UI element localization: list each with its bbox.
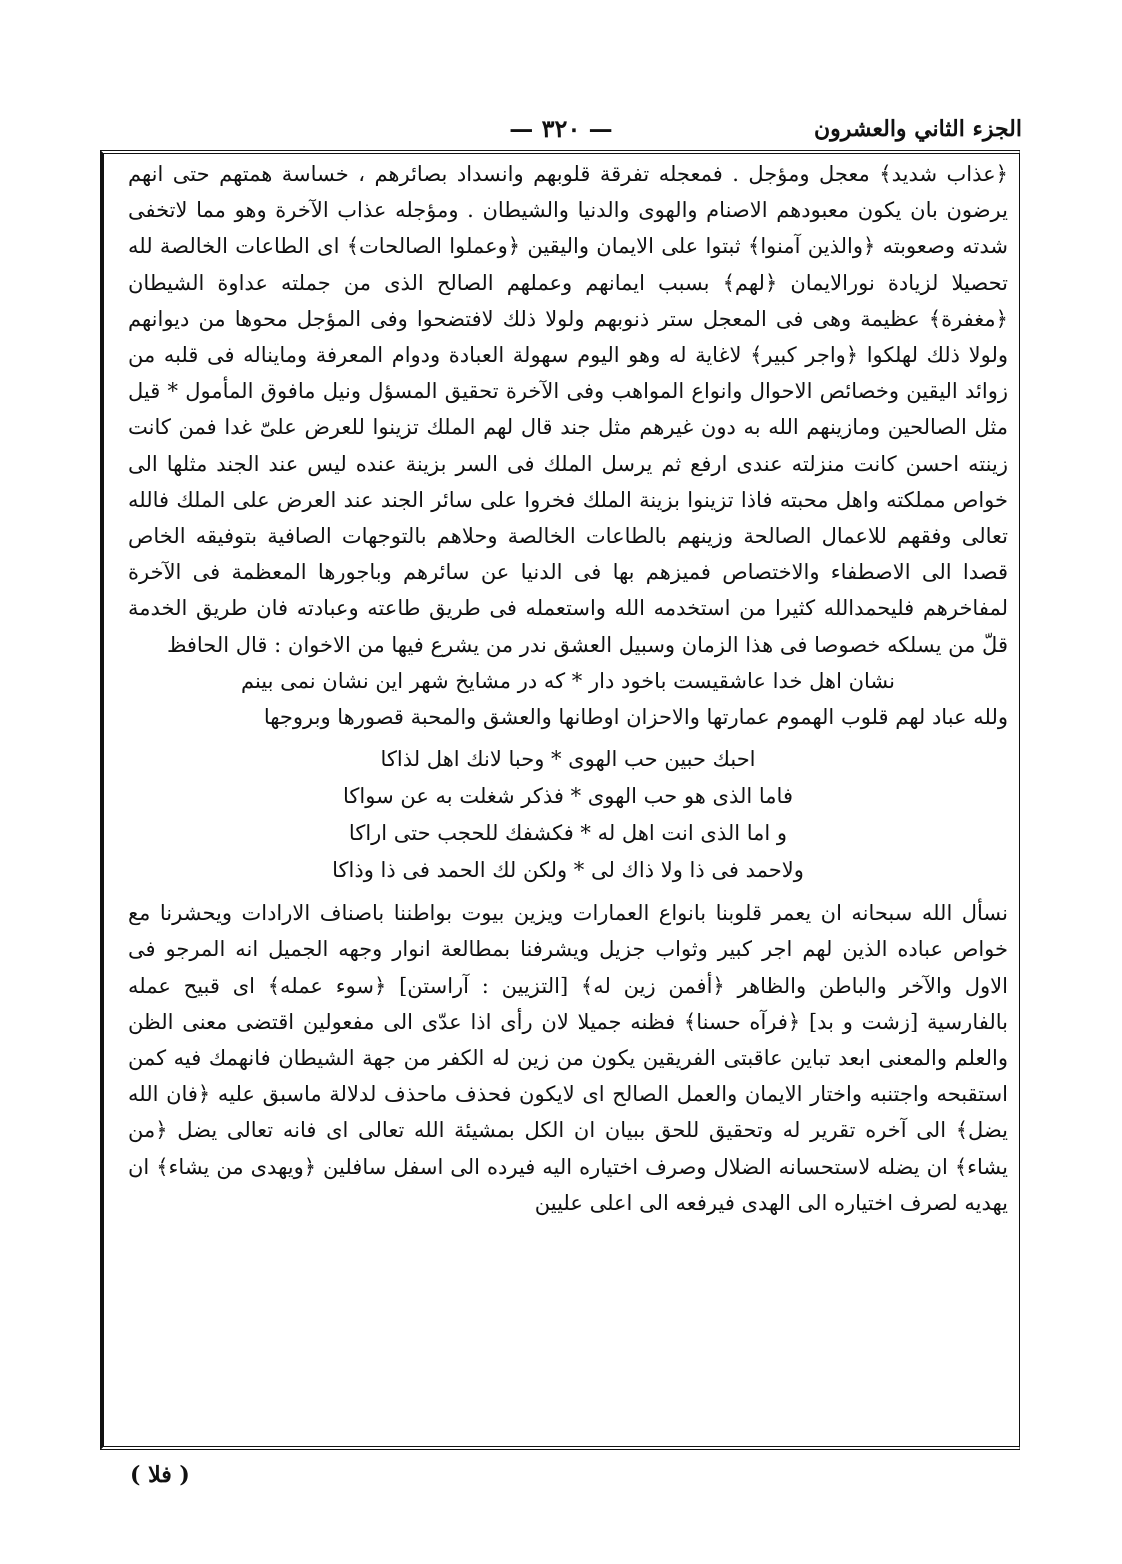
header-title: الجزء الثاني والعشرون — [813, 116, 1022, 142]
poem-line: و اما الذى انت اهل له * فكشفك للحجب حتى اراكا — [348, 821, 788, 846]
signature-mark: ( فلا ) — [130, 1462, 190, 1488]
persian-verse: نشان اهل خدا عاشقيست باخود دار * كه در مشايخ شهر اين نشان نمى بينم — [240, 668, 896, 693]
poem-line: ولاحمد فى ذا ولا ذاك لى * ولكن لك الحمد فى ذا وذاكا — [332, 858, 804, 883]
main-text — [128, 156, 1008, 1221]
page-header — [100, 112, 1022, 148]
poem-line: فاما الذى هو حب الهوى * فذكر شغلت به عن سواكا — [343, 784, 793, 809]
paragraph-2: ولله عباد لهم قلوب الهموم عمارتها والاحزان اوطانها والعشق والمحبة قصورها وبروجها — [263, 705, 1008, 730]
paragraph-3: نسأل الله سبحانه ان يعمر قلوبنا بانواع العمارات ويزين بيوت بواطننا باصناف الارادات ويحشرنا مع خواص عباده الذين لهم اجر كبير وثواب جزيل ويشرفنا بمطالعة انوار وجهه الجميل انه المرجو فى الاول والآخر والباطن والظاهر ﴿أفمن زين له﴾ [التزيين : آراستن] ﴿سوء عمله﴾ اى قبيح عمله بالفارسية [زشت و بد] ﴿فرآه حسنا﴾ فظنه جميلا لان رأى اذا عدّى الى مفعولين اقتضى معنى الظن والعلم والمعنى ابعد تباين عاقبتى الفريقين يكون من زين له الكفر من جهة الشيطان فانهمك فيه كمن استقبحه واجتنبه واختار الايمان والعمل الصالح اى لايكون فحذف ماحذف لدلالة ماسبق عليه ﴿فان الله يضل﴾ الى آخره تقرير له وتحقيق للحق ببيان ان الكل بمشيئة الله تعالى اى فانه تعالى يضل ﴿من يشاء﴾ ان يضله لاستحسانه الضلال وصرف اختياره اليه فيرده الى اسفل سافلين ﴿ويهدى من يشاء﴾ ان يهديه لصرف اختياره الى الهدى فيرفعه الى اعلى عليين — [128, 901, 1008, 1215]
paragraph-1: ﴿عذاب شديد﴾ معجل ومؤجل . فمعجله تفرقة قلوبهم وانسداد بصائرهم ، خساسة همتهم حتى انهم يرضون بان يكون معبودهم الاصنام والهوى والدنيا والشيطان . ومؤجله عذاب الآخرة وهو مما لاتخفى شدته وصعوبته ﴿والذين آمنوا﴾ ثبتوا على الايمان واليقين ﴿وعملوا الصالحات﴾ اى الطاعات الخالصة لله تحصيلا لزيادة نورالايمان ﴿لهم﴾ بسبب ايمانهم وعملهم الصالح الذى من جملته عداوة الشيطان ﴿مغفرة﴾ عظيمة وهى فى المعجل ستر ذنوبهم ولولا ذلك لافتضحوا وفى المؤجل محوها من ديوانهم ولولا ذلك لهلكوا ﴿واجر كبير﴾ لاغاية له وهو اليوم سهولة العبادة ودوام المعرفة ومايناله فى قلبه من زوائد اليقين وخصائص الاحوال وانواع المواهب وفى الآخرة تحقيق المسؤل ونيل مافوق المأمول * قيل مثل الصالحين ومازينهم الله به دون غيرهم مثل جند قال لهم الملك تزينوا للعرض علىّ غدا فمن كانت زينته احسن كانت منزلته عندى ارفع ثم يرسل الملك فى السر بزينة عنده ليس عند الجند مثلها الى خواص مملكته واهل محبته فاذا تزينوا بزينة الملك فخروا على سائر الجند عند العرض على الملك فالله تعالى وفقهم للاعمال الصالحة وزينهم بالطاعات الخالصة وحلاهم بالتوجهات الصافية بتوفيقه الخاص قصدا الى الاصطفاء والاختصاص فميزهم بها فى الدنيا عن سائرهم وباجورها المعظمة فى الآخرة لمفاخرهم فليحمدالله كثيرا من استخدمه الله واستعمله فى طريق طاعته وعبادته فان طريق الخدمة قلّ من يسلكه خصوصا فى هذا الزمان وسبيل العشق ندر من يشرع فيها من الاخوان : قال الحافظ — [128, 162, 1008, 657]
page-number: — ٣٢٠ — — [509, 114, 613, 143]
poem-line: احبك حبين حب الهوى * وحبا لانك اهل لذاكا — [380, 747, 756, 772]
poem — [288, 741, 848, 889]
